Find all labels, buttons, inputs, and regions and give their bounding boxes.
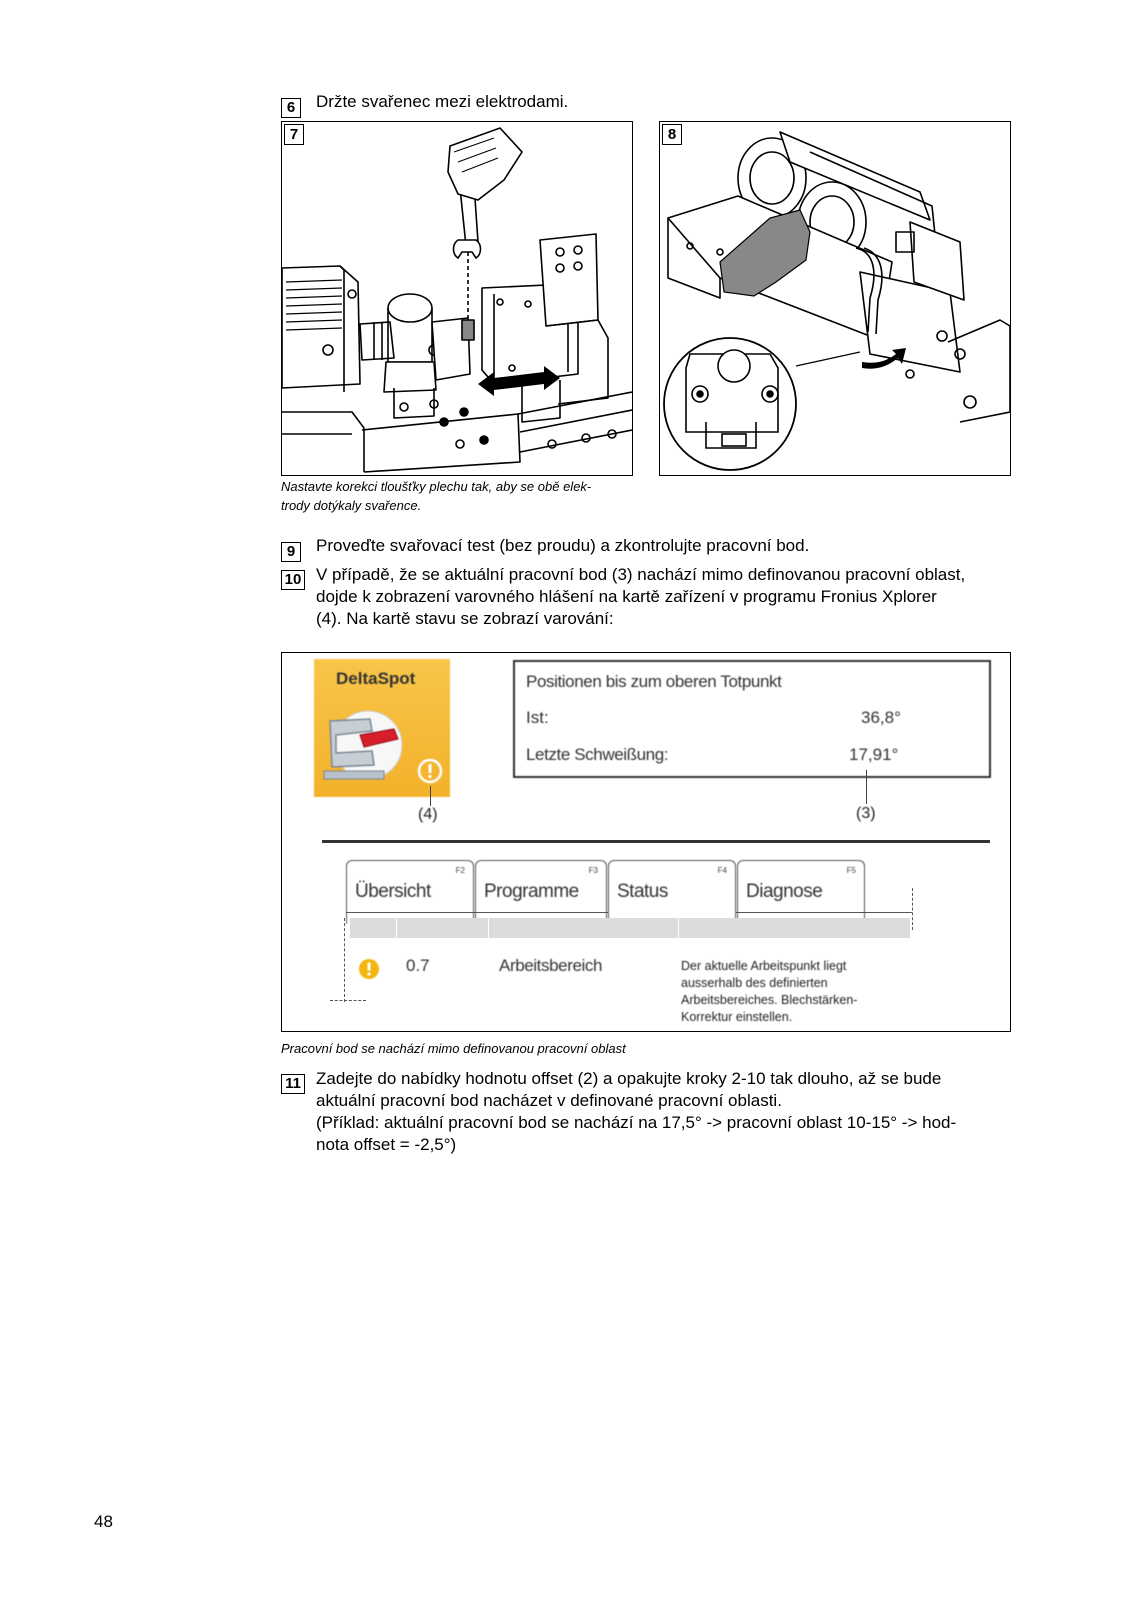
last-weld-value: 17,91° [849,745,899,764]
page-number: 48 [94,1512,113,1531]
electrode-mount-detail-illustration [660,122,1010,475]
row-message-line-2: ausserhalb des definierten [681,976,828,990]
tab-ubersicht[interactable] [346,860,474,924]
step-10-line-3: (4). Na kartě stavu se zobrazí varování: [316,609,614,628]
tab-ubersicht-key: F2 [455,866,465,875]
deltaspot-card-title: DeltaSpot [336,669,416,688]
step-11-line-4: nota offset = -2,5°) [316,1135,457,1154]
status-table-header [350,918,910,938]
figure-7-box [281,121,633,476]
value-callout-line [866,770,867,804]
value-callout-label: (3) [856,805,876,822]
tab-status-label: Status [617,881,668,902]
tab-diagnose-key: F5 [846,866,856,875]
figure-7-caption-line-2: trody dotýkaly svařence. [281,498,422,513]
step-10-line-1: V případě, že se aktuální pracovní bod (3) nachází mimo definovanou pracovní oblast, [316,565,966,584]
ist-value: 36,8° [861,708,901,727]
last-weld-label: Letzte Schweißung: [526,745,669,764]
row-message-line-4: Korrektur einstellen. [681,1010,793,1024]
tab-status[interactable] [608,860,736,924]
row-message-line-1: Der aktuelle Arbeitspunkt liegt [681,959,847,973]
figure-7-number: 7 [284,124,304,145]
tab-programme-label: Programme [484,881,579,902]
step-6-text: Držte svařenec mezi elektrodami. [316,92,569,111]
row-message-line-3: Arbeitsbereiches. Blechstärken- [681,993,858,1007]
card-callout-line [430,786,431,806]
tab-programme[interactable] [475,860,607,924]
step-11-line-3: (Příklad: aktuální pracovní bod se nachází na 17,5° -> pracovní oblast 10-15° -> hod- [316,1113,957,1132]
tab-programme-key: F3 [588,866,598,875]
step-11-line-2: aktuální pracovní bod nacházet v definované pracovní oblasti. [316,1091,782,1110]
row-name: Arbeitsbereich [499,956,603,975]
row-code: 0.7 [406,956,430,975]
tab-status-key: F4 [717,866,727,875]
tab-bar-line-right [736,912,912,913]
step-11-line-1: Zadejte do nabídky hodnotu offset (2) a opakujte kroky 2-10 tak dlouho, až se bude [316,1069,942,1088]
warning-icon [416,757,444,785]
deltaspot-device-card[interactable] [314,659,450,797]
step-9-text: Proveďte svařovací test (bez proudu) a zkontrolujte pracovní bod. [316,536,810,555]
panel-dashed-edge-left [344,918,345,1002]
panel-dashed-edge-right [912,888,913,930]
position-info-box [513,660,991,778]
warning-icon [358,958,380,980]
figure-8-box [659,121,1011,476]
step-number-9: 9 [281,542,301,562]
card-callout-label: (4) [418,806,438,823]
header-separator [322,840,990,843]
tab-diagnose[interactable] [737,860,865,924]
welding-tongs-adjustment-illustration [282,122,632,475]
step-10-line-2: dojde k zobrazení varovného hlášení na kartě zařízení v programu Fronius Xplorer [316,587,937,606]
step-number-6: 6 [281,98,301,118]
tab-ubersicht-label: Übersicht [355,881,431,902]
step-number-11: 11 [281,1074,305,1094]
info-title: Positionen bis zum oberen Totpunkt [526,672,782,691]
step-number-10: 10 [281,570,305,590]
status-table-row[interactable] [350,946,910,1026]
welding-gun-icon [320,709,410,789]
tab-bar-line-left [346,912,608,913]
screenshot-caption: Pracovní bod se nachází mimo definovanou pracovní oblast [281,1041,626,1056]
figure-8-number: 8 [662,124,682,145]
figure-7-caption-line-1: Nastavte korekci tloušťky plechu tak, aby se obě elek- [281,479,592,494]
tab-diagnose-label: Diagnose [746,881,823,902]
ist-label: Ist: [526,708,549,727]
